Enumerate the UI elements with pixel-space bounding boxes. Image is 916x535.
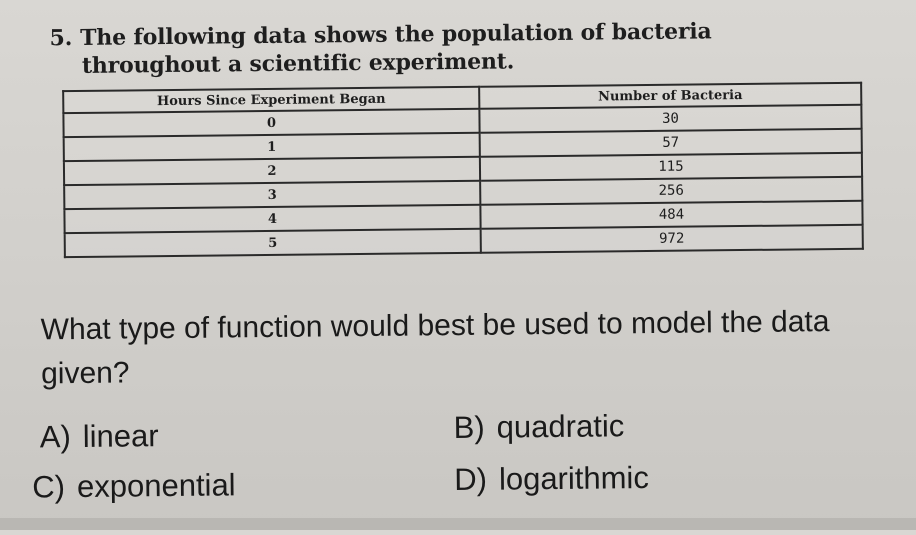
header-bacteria: Number of Bacteria	[479, 83, 861, 109]
choice-d-logarithmic[interactable]	[454, 460, 649, 498]
choice-letter: C)	[32, 469, 66, 505]
choice-text: exponential	[76, 467, 236, 505]
hours-cell: 5	[65, 229, 481, 257]
bacteria-cell: 30	[479, 105, 861, 133]
question-text: What type of function would best be used to model the data given?	[40, 305, 830, 391]
choice-c-exponential[interactable]	[32, 467, 236, 505]
bacteria-cell: 115	[480, 153, 862, 181]
prompt-line-1: The following data shows the population of bacteria	[80, 18, 712, 51]
bacteria-cell: 484	[480, 201, 862, 229]
choice-text: quadratic	[496, 408, 625, 445]
choice-text: linear	[82, 418, 159, 454]
question-number: 5.	[49, 25, 73, 52]
hours-cell: 4	[64, 205, 480, 233]
choice-b-quadratic[interactable]	[454, 408, 625, 446]
bacteria-cell: 972	[481, 225, 863, 253]
bacteria-data-table	[62, 82, 864, 258]
hours-cell: 2	[64, 157, 480, 185]
hours-cell: 0	[63, 109, 479, 137]
header-hours: Hours Since Experiment Began	[63, 87, 479, 113]
page-bottom-edge	[0, 518, 916, 530]
bacteria-cell: 57	[480, 129, 862, 157]
prompt-line-2: throughout a scientific experiment.	[81, 48, 515, 79]
choice-text: logarithmic	[498, 460, 650, 497]
question-prompt	[49, 16, 810, 80]
hours-cell: 1	[64, 133, 480, 161]
choice-a-linear[interactable]	[40, 418, 159, 455]
hours-cell: 3	[64, 181, 480, 209]
bacteria-cell: 256	[480, 177, 862, 205]
choice-letter: A)	[39, 419, 71, 455]
choice-letter: B)	[453, 409, 485, 446]
choice-letter: D)	[454, 461, 488, 498]
